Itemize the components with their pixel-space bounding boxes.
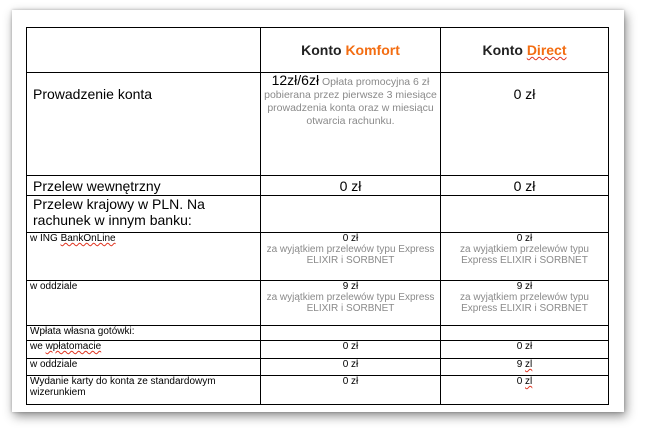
- label-bankonline: BankOnLine: [60, 233, 116, 244]
- direct-prowadzenie-value: 0 zł: [441, 73, 609, 176]
- direct-przelew-wewnetrzny-value: 0 zł: [441, 176, 609, 196]
- row-przelew-krajowy: [27, 196, 609, 233]
- row-w-ing: [27, 233, 609, 281]
- direct-w-ing-value: 0 zł: [516, 233, 533, 244]
- komfort-w-oddziale-note: za wyjątkiem przelewów typu Express ELIXIR i SORBNET: [266, 292, 435, 314]
- row-prowadzenie-konta: [27, 73, 609, 176]
- direct-w-oddziale-note: za wyjątkiem przelewów typu Express ELIXIR i SORBNET: [460, 292, 589, 314]
- label-we-wplatomacie: [27, 341, 261, 359]
- label-wplatomacie: wpłatomacie: [45, 341, 102, 352]
- direct-we-wplatomacie-value: 0 zł: [441, 341, 609, 359]
- direct-w-oddziale-cell: [441, 281, 609, 326]
- header-direct-accent: Direct: [526, 42, 567, 58]
- direct-wydanie-karty-unit: zl: [525, 376, 533, 387]
- komfort-przelew-krajowy-empty: [261, 196, 441, 233]
- direct-w-ing-cell: [441, 233, 609, 281]
- table-header-row: [27, 28, 609, 73]
- komfort-we-wplatomacie-value: 0 zł: [261, 341, 441, 359]
- header-konto-direct: [441, 28, 609, 73]
- komfort-w-ing-cell: [261, 233, 441, 281]
- komfort-wplata-empty: [261, 326, 441, 341]
- komfort-przelew-wewnetrzny-value: 0 zł: [261, 176, 441, 196]
- direct-wydanie-karty-cell: [441, 376, 609, 405]
- komfort-w-oddziale-value: 9 zł: [342, 281, 359, 292]
- label-przelew-wewnetrzny: Przelew wewnętrzny: [27, 176, 261, 196]
- direct-wplata-empty: [441, 326, 609, 341]
- direct-w-oddziale-value: 9 zł: [516, 281, 533, 292]
- label-w-oddziale-wplata: w oddziale: [27, 359, 261, 376]
- komfort-w-ing-value: 0 zł: [342, 233, 359, 244]
- direct-wydanie-karty-prefix: 0: [516, 376, 526, 387]
- komfort-w-oddziale-cell: [261, 281, 441, 326]
- direct-w-oddziale-wplata-cell: [441, 359, 609, 376]
- row-przelew-wewnetrzny: [27, 176, 609, 196]
- komfort-wydanie-karty-value: 0 zł: [261, 376, 441, 405]
- row-w-oddziale-wplata: [27, 359, 609, 376]
- direct-w-ing-note: za wyjątkiem przelewów typu Express ELIXIR i SORBNET: [460, 244, 589, 266]
- direct-przelew-krajowy-empty: [441, 196, 609, 233]
- header-komfort-accent: Komfort: [345, 42, 400, 58]
- header-empty-cell: [27, 28, 261, 73]
- row-wplata-wlasna: [27, 326, 609, 341]
- label-w-ing-prefix: w ING: [30, 233, 61, 244]
- label-przelew-krajowy: Przelew krajowy w PLN. Na rachunek w innym banku:: [27, 196, 261, 233]
- komfort-prowadzenie-value: 12zł/6zł: [271, 72, 320, 88]
- document-page: [12, 10, 624, 412]
- direct-w-oddziale-wplata-unit: zl: [525, 359, 533, 370]
- row-wydanie-karty: [27, 376, 609, 405]
- komfort-w-oddziale-wplata-value: 0 zł: [261, 359, 441, 376]
- header-direct-prefix: Konto: [482, 42, 527, 58]
- header-komfort-prefix: Konto: [301, 42, 346, 58]
- row-we-wplatomacie: [27, 341, 609, 359]
- label-prowadzenie-konta: Prowadzenie konta: [27, 73, 261, 176]
- fee-comparison-table: [26, 27, 609, 405]
- label-w-ing: [27, 233, 261, 281]
- label-w-oddziale: w oddziale: [27, 281, 261, 326]
- label-wydanie-karty: Wydanie karty do konta ze standardowym wizerunkiem: [27, 376, 261, 405]
- direct-w-oddziale-wplata-prefix: 9: [516, 359, 526, 370]
- komfort-w-ing-note: za wyjątkiem przelewów typu Express ELIXIR i SORBNET: [266, 244, 435, 266]
- komfort-prowadzenie-note: Opłata promocyjna 6 zł pobierana przez pierwsze 3 miesiące prowadzenia konta oraz w miesiącu otwarcia rachunku.: [264, 76, 437, 127]
- label-wplata-wlasna: Wpłata własna gotówki:: [27, 326, 261, 341]
- header-konto-komfort: [261, 28, 441, 73]
- komfort-prowadzenie-cell: [261, 73, 441, 176]
- row-w-oddziale: [27, 281, 609, 326]
- label-we-prefix: we: [30, 341, 46, 352]
